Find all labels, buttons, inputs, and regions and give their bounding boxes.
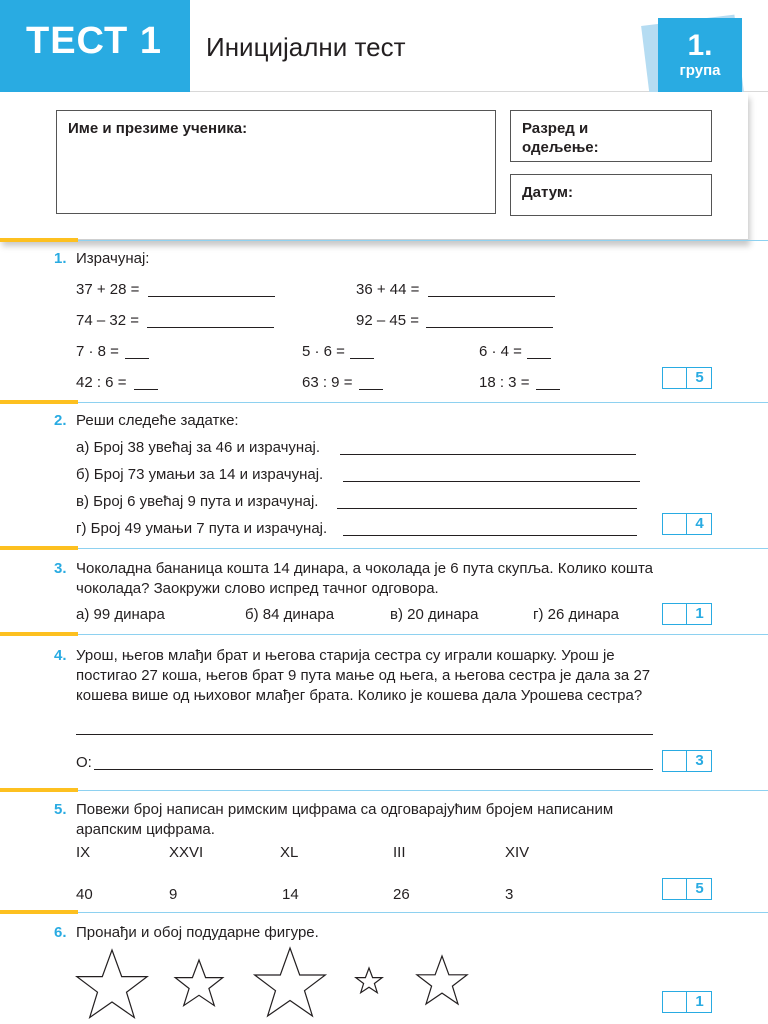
task-2-item: г) Број 49 умањи 7 пута и израчунај.	[76, 520, 328, 537]
group-label: група	[679, 62, 721, 79]
answer-line[interactable]	[527, 358, 551, 359]
task-5-number: 5.	[54, 801, 67, 818]
answer-label: О:	[76, 754, 92, 771]
task-1-expr: 92 – 45 =	[356, 312, 419, 329]
task-5-points: 5	[695, 880, 704, 897]
task-6-points: 1	[695, 993, 704, 1010]
task-1-expr: 7 · 8 =	[76, 343, 119, 360]
task-1-number: 1.	[54, 250, 67, 267]
student-name-field[interactable]	[56, 110, 496, 214]
answer-line[interactable]	[134, 389, 158, 390]
star-shape[interactable]	[175, 960, 223, 1006]
task-separator	[0, 546, 78, 550]
roman-number[interactable]: IX	[76, 844, 91, 861]
arabic-number[interactable]: 26	[393, 886, 410, 903]
star-shape[interactable]	[77, 950, 147, 1018]
task-1-expr: 18 : 3 =	[479, 374, 530, 391]
task-separator	[0, 910, 78, 914]
task-2-item: а) Број 38 увећај за 46 и израчунај.	[76, 439, 321, 456]
roman-number[interactable]: III	[393, 844, 406, 861]
task-1-points: 5	[695, 369, 704, 386]
task-3-text: чоколада? Заокружи слово испред тачног одговора.	[76, 580, 439, 597]
task-2-number: 2.	[54, 412, 67, 429]
test-label: ТЕСТ 1	[26, 20, 162, 62]
answer-line[interactable]	[125, 358, 149, 359]
task-3-option[interactable]: в) 20 динара	[390, 606, 479, 623]
answer-line[interactable]	[148, 296, 275, 297]
roman-number[interactable]: XL	[280, 844, 299, 861]
answer-line[interactable]	[350, 358, 374, 359]
stars-figure	[0, 940, 600, 1020]
answer-line[interactable]	[428, 296, 555, 297]
task-3-text: Чоколадна бананица кошта 14 динара, а чоколада је 6 пута скупља. Колико кошта	[76, 560, 654, 577]
task-separator	[0, 788, 78, 792]
answer-line[interactable]	[426, 327, 553, 328]
task-2-score-box[interactable]	[662, 513, 712, 535]
test-label-box	[0, 0, 190, 92]
task-2-points: 4	[695, 515, 704, 532]
class-field[interactable]	[510, 110, 712, 162]
roman-number[interactable]: XIV	[505, 844, 530, 861]
arabic-number[interactable]: 9	[169, 886, 178, 903]
task-2-instruction: Реши следеће задатке:	[76, 412, 239, 429]
answer-line[interactable]	[337, 508, 637, 509]
task-4-number: 4.	[54, 647, 67, 664]
date-label: Датум:	[522, 184, 573, 201]
task-1-expr: 36 + 44 =	[356, 281, 420, 298]
task-3-points: 1	[695, 605, 704, 622]
arabic-number[interactable]: 14	[282, 886, 299, 903]
task-3-score-box[interactable]	[662, 603, 712, 625]
task-separator-line	[78, 912, 768, 913]
task-separator	[0, 632, 78, 636]
answer-line[interactable]	[359, 389, 383, 390]
answer-line[interactable]	[343, 481, 640, 482]
task-1-expr: 74 – 32 =	[76, 312, 139, 329]
star-shape[interactable]	[356, 968, 382, 993]
task-6-number: 6.	[54, 924, 67, 941]
student-name-label: Име и презиме ученика:	[68, 120, 248, 137]
task-separator-line	[78, 240, 768, 241]
task-1-instruction: Израчунај:	[76, 250, 150, 267]
star-shape[interactable]	[417, 956, 467, 1004]
task-1-expr: 42 : 6 =	[76, 374, 127, 391]
task-4-text: постигао 27 коша, његов брат 9 пута мање од њега, а његова сестра је дала за 27	[76, 667, 651, 684]
task-4-points: 3	[695, 752, 704, 769]
roman-number[interactable]: XXVI	[169, 844, 204, 861]
arabic-number[interactable]: 3	[505, 886, 514, 903]
task-2-item: в) Број 6 увећај 9 пута и израчунај.	[76, 493, 319, 510]
task-separator-line	[78, 634, 768, 635]
task-2-item: б) Број 73 умањи за 14 и израчунај.	[76, 466, 324, 483]
task-3-option[interactable]: г) 26 динара	[533, 606, 619, 623]
answer-line[interactable]	[343, 535, 637, 536]
task-5-score-box[interactable]	[662, 878, 712, 900]
task-5-text: арапским цифрама.	[76, 821, 215, 838]
answer-line[interactable]	[94, 769, 653, 770]
task-1-expr: 5 · 6 =	[302, 343, 345, 360]
task-3-number: 3.	[54, 560, 67, 577]
task-3-option[interactable]: б) 84 динара	[245, 606, 335, 623]
answer-line[interactable]	[536, 389, 560, 390]
task-1-score-box[interactable]	[662, 367, 712, 389]
group-number: 1.	[687, 29, 713, 62]
work-line[interactable]	[76, 734, 653, 735]
task-4-text: кошева више од њиховог млађег брата. Колико је кошева дала Урошева сестра?	[76, 687, 643, 704]
date-field[interactable]	[510, 174, 712, 216]
task-1-expr: 6 · 4 =	[479, 343, 522, 360]
arabic-number[interactable]: 40	[76, 886, 93, 903]
task-separator	[0, 238, 78, 242]
task-3-option[interactable]: а) 99 динара	[76, 606, 165, 623]
class-label: Разред и одељење:	[522, 120, 599, 156]
task-6-score-box[interactable]	[662, 991, 712, 1013]
task-4-text: Урош, његов млађи брат и његова старија сестра су играли кошарку. Урош је	[76, 647, 615, 664]
task-separator-line	[78, 548, 768, 549]
answer-line[interactable]	[340, 454, 636, 455]
task-1-expr: 37 + 28 =	[76, 281, 140, 298]
task-separator-line	[78, 402, 768, 403]
star-shape[interactable]	[255, 948, 326, 1016]
task-5-text: Повежи број написан римским цифрама са одговарајућим бројем написаним	[76, 801, 614, 818]
task-6-instruction: Пронађи и обој подударне фигуре.	[76, 924, 319, 941]
task-4-score-box[interactable]	[662, 750, 712, 772]
group-tag	[658, 18, 742, 100]
task-1-expr: 63 : 9 =	[302, 374, 353, 391]
answer-line[interactable]	[147, 327, 274, 328]
task-separator-line	[78, 790, 768, 791]
page-title: Иницијални тест	[206, 32, 406, 62]
task-separator	[0, 400, 78, 404]
